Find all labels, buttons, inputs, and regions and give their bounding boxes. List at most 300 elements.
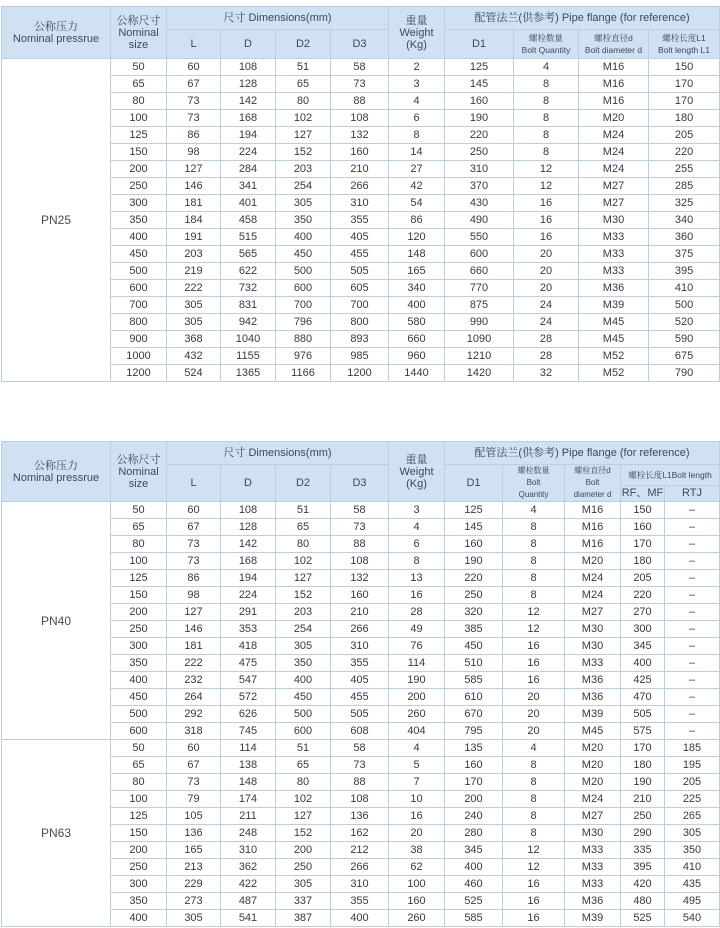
table-cell: 65: [111, 519, 167, 536]
table-cell: 248: [221, 825, 276, 842]
table-cell: 125: [445, 502, 503, 519]
table-cell: 3: [389, 502, 445, 519]
table-cell: 990: [445, 314, 514, 331]
table-cell: 6: [389, 110, 445, 127]
table-cell: –: [665, 536, 720, 553]
table-cell: 250: [111, 859, 167, 876]
table-cell: 67: [167, 76, 221, 93]
table-cell: 305: [167, 910, 221, 927]
table-cell: 450: [445, 638, 503, 655]
header-bolt-quantity: 螺栓数量 Bolt Quantity: [514, 30, 579, 59]
table-cell: 455: [331, 246, 389, 263]
table-cell: 211: [221, 808, 276, 825]
table-cell: 250: [111, 178, 167, 195]
table-cell: M16: [579, 59, 649, 76]
table-cell: 138: [221, 757, 276, 774]
table-cell: 670: [445, 706, 503, 723]
table-cell: 20: [503, 689, 565, 706]
table-cell: 127: [167, 604, 221, 621]
header-D1: D1: [445, 30, 514, 59]
table-cell: 985: [331, 348, 389, 365]
table-cell: 125: [445, 59, 514, 76]
header-D3: D3: [331, 30, 389, 59]
table-cell: M36: [565, 689, 621, 706]
table-cell: 80: [276, 536, 331, 553]
table-cell: 310: [221, 842, 276, 859]
table-cell: M39: [565, 706, 621, 723]
table-cell: 350: [276, 212, 331, 229]
table-cell: 146: [167, 178, 221, 195]
table-cell: 368: [167, 331, 221, 348]
header-pipe-flange: 配管法兰(供参考) Pipe flange (for reference): [445, 442, 720, 465]
table-cell: 210: [621, 791, 665, 808]
table-cell: 700: [111, 297, 167, 314]
table-cell: 400: [111, 672, 167, 689]
table-cell: 165: [389, 263, 445, 280]
table-cell: 1420: [445, 365, 514, 382]
table-cell: 16: [503, 910, 565, 927]
table-cell: M27: [579, 195, 649, 212]
table-cell: 250: [445, 587, 503, 604]
table-cell: 1000: [111, 348, 167, 365]
table-cell: 547: [221, 672, 276, 689]
table-cell: 337: [276, 893, 331, 910]
table-cell: 88: [331, 93, 389, 110]
table-cell: 575: [621, 723, 665, 740]
header-nominal-pressure: 公称压力 Nominal pressrue: [2, 7, 111, 59]
table-cell: 4: [503, 740, 565, 757]
table-cell: M24: [579, 127, 649, 144]
table-cell: 224: [221, 144, 276, 161]
table-cell: –: [665, 672, 720, 689]
table-cell: 460: [445, 876, 503, 893]
table-cell: 210: [331, 161, 389, 178]
table-cell: 700: [276, 297, 331, 314]
table-cell: 51: [276, 740, 331, 757]
table-cell: 305: [167, 314, 221, 331]
table-cell: 86: [167, 570, 221, 587]
table-cell: 610: [445, 689, 503, 706]
table-cell: 67: [167, 757, 221, 774]
table-cell: 73: [167, 110, 221, 127]
header-pipe-flange: 配管法兰(供参考) Pipe flange (for reference): [445, 7, 720, 30]
table-cell: 942: [221, 314, 276, 331]
table-cell: 500: [276, 263, 331, 280]
table-cell: 745: [221, 723, 276, 740]
table-cell: 585: [445, 672, 503, 689]
header-nominal-pressure: 公称压力 Nominal pressrue: [2, 442, 111, 502]
table-cell: 300: [111, 876, 167, 893]
table-cell: 229: [167, 876, 221, 893]
table-cell: 203: [276, 604, 331, 621]
table-cell: 8: [514, 127, 579, 144]
table-cell: 1210: [445, 348, 514, 365]
table-cell: 292: [167, 706, 221, 723]
table-cell: 410: [649, 280, 720, 297]
table-cell: 205: [621, 570, 665, 587]
table-cell: 200: [445, 791, 503, 808]
table-cell: 108: [221, 502, 276, 519]
table-cell: 435: [665, 876, 720, 893]
table-cell: 181: [167, 638, 221, 655]
table-cell: 190: [445, 553, 503, 570]
table-cell: 5: [389, 757, 445, 774]
table-cell: 132: [331, 570, 389, 587]
table-cell: 250: [111, 621, 167, 638]
table-cell: 16: [389, 587, 445, 604]
pressure-label-pn25: PN25: [2, 59, 111, 382]
table-cell: 404: [389, 723, 445, 740]
table-cell: 350: [111, 655, 167, 672]
table-cell: 132: [331, 127, 389, 144]
table-cell: 310: [331, 876, 389, 893]
table-cell: M20: [565, 774, 621, 791]
table-cell: 80: [276, 774, 331, 791]
table-cell: 12: [503, 621, 565, 638]
table-cell: 410: [665, 859, 720, 876]
table-cell: 540: [665, 910, 720, 927]
table-cell: M27: [579, 178, 649, 195]
table-cell: 300: [111, 638, 167, 655]
table-cell: 51: [276, 59, 331, 76]
table-cell: 8: [503, 536, 565, 553]
table-cell: 505: [621, 706, 665, 723]
table-cell: 8: [503, 587, 565, 604]
table-cell: –: [665, 655, 720, 672]
table-cell: 174: [221, 791, 276, 808]
table-cell: 213: [167, 859, 221, 876]
table-cell: 200: [276, 842, 331, 859]
table-cell: 50: [111, 740, 167, 757]
header-nominal-size: 公称尺寸 Nominal size: [111, 442, 167, 502]
table-cell: 8: [503, 825, 565, 842]
table-cell: 590: [649, 331, 720, 348]
table-cell: 114: [221, 740, 276, 757]
table-cell: 16: [503, 876, 565, 893]
table-cell: 340: [389, 280, 445, 297]
header-D2: D2: [276, 465, 331, 502]
table-cell: 127: [276, 808, 331, 825]
table-cell: 960: [389, 348, 445, 365]
table-cell: 80: [111, 774, 167, 791]
table-cell: M33: [579, 229, 649, 246]
table-cell: 660: [445, 263, 514, 280]
table-cell: 150: [111, 587, 167, 604]
table-cell: 127: [167, 161, 221, 178]
header-dimensions: 尺寸 Dimensions(mm): [167, 442, 389, 465]
table-cell: 160: [621, 519, 665, 536]
table-cell: 795: [445, 723, 503, 740]
table-cell: 73: [331, 757, 389, 774]
table-cell: 20: [514, 280, 579, 297]
table-cell: 900: [111, 331, 167, 348]
table-cell: 20: [503, 723, 565, 740]
table-cell: 525: [621, 910, 665, 927]
table-cell: 8: [514, 76, 579, 93]
table-cell: 580: [389, 314, 445, 331]
table-cell: 4: [514, 59, 579, 76]
table-cell: 12: [514, 178, 579, 195]
table-cell: 400: [621, 655, 665, 672]
table-cell: 290: [621, 825, 665, 842]
table-cell: 100: [389, 876, 445, 893]
table-cell: 430: [445, 195, 514, 212]
table-cell: 893: [331, 331, 389, 348]
table-cell: 16: [503, 638, 565, 655]
header-bolt-length: 螺栓长度L1Bolt length: [621, 465, 720, 486]
table-cell: 8: [514, 110, 579, 127]
pressure-label-pn63: PN63: [2, 740, 111, 927]
table-cell: 16: [389, 808, 445, 825]
table-cell: 12: [514, 161, 579, 178]
table-cell: 355: [331, 655, 389, 672]
table-cell: 108: [331, 791, 389, 808]
table-cell: 145: [445, 519, 503, 536]
table-cell: 505: [331, 706, 389, 723]
table-cell: 160: [445, 93, 514, 110]
table-cell: 13: [389, 570, 445, 587]
table-cell: 20: [514, 246, 579, 263]
table-cell: M24: [579, 161, 649, 178]
table-cell: 88: [331, 536, 389, 553]
table-cell: 170: [445, 774, 503, 791]
table-cell: 65: [276, 76, 331, 93]
header-dimensions: 尺寸 Dimensions(mm): [167, 7, 389, 30]
table-cell: 400: [111, 910, 167, 927]
table-cell: 732: [221, 280, 276, 297]
table-cell: 266: [331, 621, 389, 638]
table-cell: 152: [276, 144, 331, 161]
table-cell: 800: [331, 314, 389, 331]
table-body: [2, 59, 720, 382]
table-cell: 2: [389, 59, 445, 76]
table-cell: 146: [167, 621, 221, 638]
table-cell: 418: [221, 638, 276, 655]
table-cell: 16: [514, 195, 579, 212]
header-bolt-length: 螺栓长度L1 Bolt length L1: [649, 30, 720, 59]
table-cell: 250: [621, 808, 665, 825]
table-cell: 318: [167, 723, 221, 740]
header-L: L: [167, 465, 221, 502]
table-cell: 395: [621, 859, 665, 876]
table-cell: 108: [331, 553, 389, 570]
table-cell: 495: [665, 893, 720, 910]
table-cell: 550: [445, 229, 514, 246]
table-cell: 28: [514, 331, 579, 348]
table-cell: 148: [389, 246, 445, 263]
table-cell: 350: [665, 842, 720, 859]
table-cell: 300: [111, 195, 167, 212]
table-cell: 325: [649, 195, 720, 212]
table-cell: 1090: [445, 331, 514, 348]
table-cell: 225: [665, 791, 720, 808]
table-cell: 400: [276, 672, 331, 689]
table-cell: 4: [503, 502, 565, 519]
table-cell: 86: [389, 212, 445, 229]
table-cell: 310: [445, 161, 514, 178]
table-cell: 220: [445, 127, 514, 144]
table-cell: 8: [503, 570, 565, 587]
table-cell: M30: [579, 212, 649, 229]
table-cell: 170: [649, 93, 720, 110]
table-cell: 320: [445, 604, 503, 621]
table-cell: 65: [111, 757, 167, 774]
table-cell: 42: [389, 178, 445, 195]
table-cell: 400: [389, 297, 445, 314]
table-cell: 100: [111, 791, 167, 808]
table-cell: 405: [331, 672, 389, 689]
table-cell: 284: [221, 161, 276, 178]
table-cell: 16: [514, 229, 579, 246]
table-cell: 54: [389, 195, 445, 212]
table-cell: M24: [579, 144, 649, 161]
table-cell: 98: [167, 587, 221, 604]
table-cell: 4: [389, 519, 445, 536]
table-cell: 401: [221, 195, 276, 212]
header-nominal-size: 公称尺寸 Nominal size: [111, 7, 167, 59]
table-cell: 7: [389, 774, 445, 791]
table-cell: 88: [331, 774, 389, 791]
table-cell: 125: [111, 570, 167, 587]
table-cell: 875: [445, 297, 514, 314]
table-cell: 125: [111, 127, 167, 144]
table-cell: 180: [649, 110, 720, 127]
header-L: L: [167, 30, 221, 59]
table-cell: 400: [331, 910, 389, 927]
table-cell: 150: [621, 502, 665, 519]
table-cell: 152: [276, 825, 331, 842]
table-cell: 280: [445, 825, 503, 842]
table-cell: M24: [565, 570, 621, 587]
table-cell: 20: [389, 825, 445, 842]
table-cell: 660: [389, 331, 445, 348]
table-cell: 80: [276, 93, 331, 110]
table-cell: 350: [111, 893, 167, 910]
table-cell: 73: [167, 774, 221, 791]
table-cell: 49: [389, 621, 445, 638]
table-cell: 12: [503, 842, 565, 859]
table-cell: 305: [276, 638, 331, 655]
table-cell: 4: [389, 740, 445, 757]
table-cell: 160: [445, 536, 503, 553]
table-cell: 1166: [276, 365, 331, 382]
header-D1: D1: [445, 465, 503, 502]
table-cell: M45: [579, 331, 649, 348]
table-cell: 800: [111, 314, 167, 331]
table-cell: 50: [111, 502, 167, 519]
table-cell: 38: [389, 842, 445, 859]
table-cell: M33: [565, 876, 621, 893]
table-cell: 73: [331, 76, 389, 93]
table-cell: 184: [167, 212, 221, 229]
table-cell: 65: [111, 76, 167, 93]
table-cell: 608: [331, 723, 389, 740]
table-cell: 170: [649, 76, 720, 93]
table-cell: 16: [503, 672, 565, 689]
table-cell: 425: [621, 672, 665, 689]
table-cell: 525: [445, 893, 503, 910]
header-bolt-quantity: 螺栓数量 Bolt Quantity: [503, 465, 565, 502]
table-cell: 310: [331, 195, 389, 212]
table-cell: –: [665, 519, 720, 536]
table-cell: 67: [167, 519, 221, 536]
table-cell: M36: [579, 280, 649, 297]
header-weight: 重量 Weight (Kg): [389, 442, 445, 502]
table-cell: 450: [111, 689, 167, 706]
table-cell: M20: [579, 110, 649, 127]
table-cell: 24: [514, 297, 579, 314]
table-cell: 100: [111, 553, 167, 570]
table-cell: 20: [503, 706, 565, 723]
table-cell: 105: [167, 808, 221, 825]
table-cell: 500: [111, 706, 167, 723]
table-cell: 8: [514, 93, 579, 110]
table-cell: 150: [111, 825, 167, 842]
table-cell: 305: [167, 297, 221, 314]
table-cell: 195: [665, 757, 720, 774]
table-cell: M24: [565, 587, 621, 604]
table-cell: 450: [276, 689, 331, 706]
table-cell: 770: [445, 280, 514, 297]
table-cell: 387: [276, 910, 331, 927]
table-cell: 24: [514, 314, 579, 331]
table-cell: M27: [565, 808, 621, 825]
table-cell: 136: [331, 808, 389, 825]
table-cell: 626: [221, 706, 276, 723]
table-cell: 203: [167, 246, 221, 263]
table-cell: 12: [503, 859, 565, 876]
table-cell: 8: [503, 774, 565, 791]
table-cell: 200: [111, 161, 167, 178]
table-cell: 194: [221, 127, 276, 144]
table-cell: 266: [331, 178, 389, 195]
header-D2: D2: [276, 30, 331, 59]
table-cell: 400: [445, 859, 503, 876]
table-cell: 458: [221, 212, 276, 229]
table-cell: 60: [167, 740, 221, 757]
table-cell: 350: [276, 655, 331, 672]
table-cell: 291: [221, 604, 276, 621]
table-cell: 160: [389, 893, 445, 910]
table-cell: 224: [221, 587, 276, 604]
table-cell: 273: [167, 893, 221, 910]
table-cell: M33: [579, 263, 649, 280]
table-cell: 27: [389, 161, 445, 178]
table-cell: 8: [503, 757, 565, 774]
table-cell: 160: [331, 587, 389, 604]
table-cell: M33: [579, 246, 649, 263]
table-cell: 65: [276, 757, 331, 774]
table-cell: –: [665, 604, 720, 621]
table-cell: 185: [665, 740, 720, 757]
table-cell: M16: [565, 502, 621, 519]
table-cell: 108: [331, 110, 389, 127]
table-cell: 500: [111, 263, 167, 280]
table-cell: 168: [221, 553, 276, 570]
header-D3: D3: [331, 465, 389, 502]
table-cell: 16: [514, 212, 579, 229]
table-cell: 605: [331, 280, 389, 297]
table-cell: 220: [649, 144, 720, 161]
table-cell: 86: [167, 127, 221, 144]
table-cell: 76: [389, 638, 445, 655]
table-cell: –: [665, 587, 720, 604]
table-cell: 260: [389, 706, 445, 723]
table-cell: 6: [389, 536, 445, 553]
header-rf-mf: RF、MF: [621, 485, 665, 501]
table-cell: 400: [276, 229, 331, 246]
table-cell: 232: [167, 672, 221, 689]
